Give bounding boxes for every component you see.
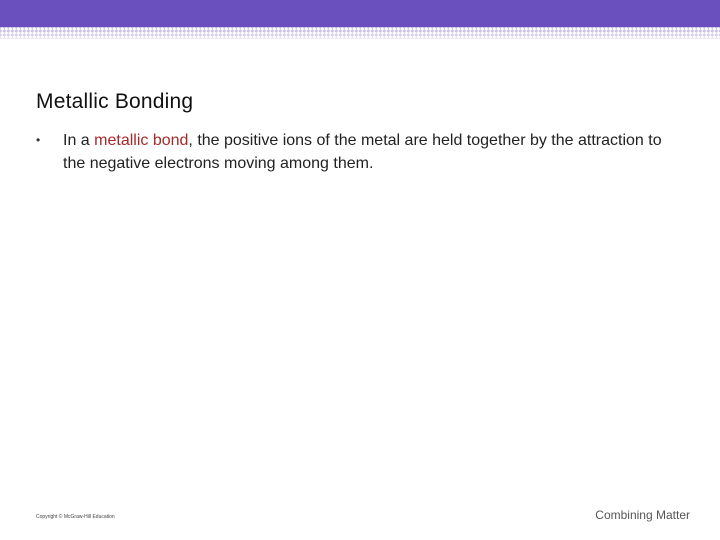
header-dither-fade — [0, 27, 720, 39]
highlighted-term: metallic bond — [94, 132, 189, 149]
copyright-notice: Copyright © McGraw-Hill Education — [36, 514, 115, 520]
bullet-text — [63, 129, 676, 175]
section-label: Combining Matter — [595, 508, 690, 522]
bullet-text-after: , the positive ions of the metal are held together by the attraction to the negative electrons moving among them. — [63, 132, 662, 172]
header-band — [0, 0, 720, 27]
slide-title: Metallic Bonding — [36, 90, 194, 113]
bullet-list — [36, 129, 676, 175]
bullet-marker: • — [36, 133, 41, 147]
bullet-text-before: In a — [63, 132, 95, 149]
bullet-item — [36, 129, 676, 175]
